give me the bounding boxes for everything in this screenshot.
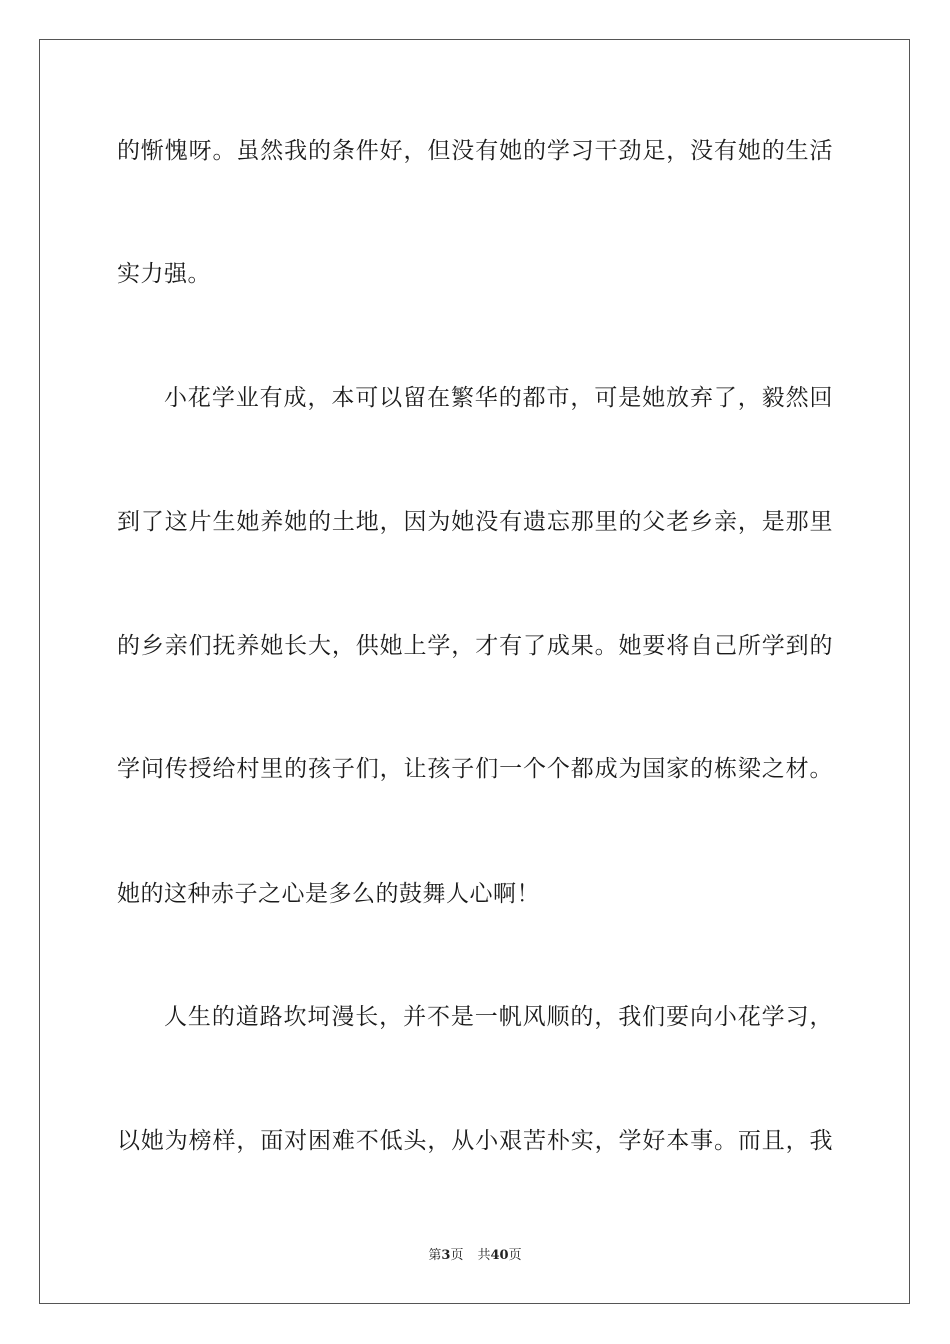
footer-total-pages: 40 (490, 1248, 509, 1263)
paragraph-line: 小花学业有成，本可以留在繁华的都市，可是她放弃了，毅然回 (164, 385, 833, 411)
page-footer (0, 1247, 950, 1265)
footer-total-prefix: 共 (477, 1248, 491, 1263)
footer-page-number: 3 (441, 1248, 451, 1263)
paragraph-line: 学问传授给村里的孩子们，让孩子们一个个都成为国家的栋梁之材。 (117, 756, 833, 782)
footer-page-suffix: 页 (450, 1248, 464, 1263)
paragraph-line: 到了这片生她养她的土地，因为她没有遗忘那里的父老乡亲，是那里 (117, 509, 833, 535)
paragraph-line: 她的这种赤子之心是多么的鼓舞人心啊！ (117, 881, 540, 907)
paragraph-line: 实力强。 (117, 261, 211, 287)
footer-page-prefix: 第 (428, 1248, 442, 1263)
paragraph-line: 的乡亲们抚养她长大，供她上学，才有了成果。她要将自己所学到的 (117, 633, 833, 659)
paragraph-line: 人生的道路坎坷漫长，并不是一帆风顺的，我们要向小花学习， (164, 1004, 833, 1030)
footer-total-suffix: 页 (508, 1248, 522, 1263)
paragraph-line: 以她为榜样，面对困难不低头，从小艰苦朴实，学好本事。而且，我 (117, 1128, 833, 1154)
paragraph-line: 的惭愧呀。虽然我的条件好，但没有她的学习干劲足，没有她的生活 (117, 138, 833, 164)
page-border (39, 39, 910, 1304)
